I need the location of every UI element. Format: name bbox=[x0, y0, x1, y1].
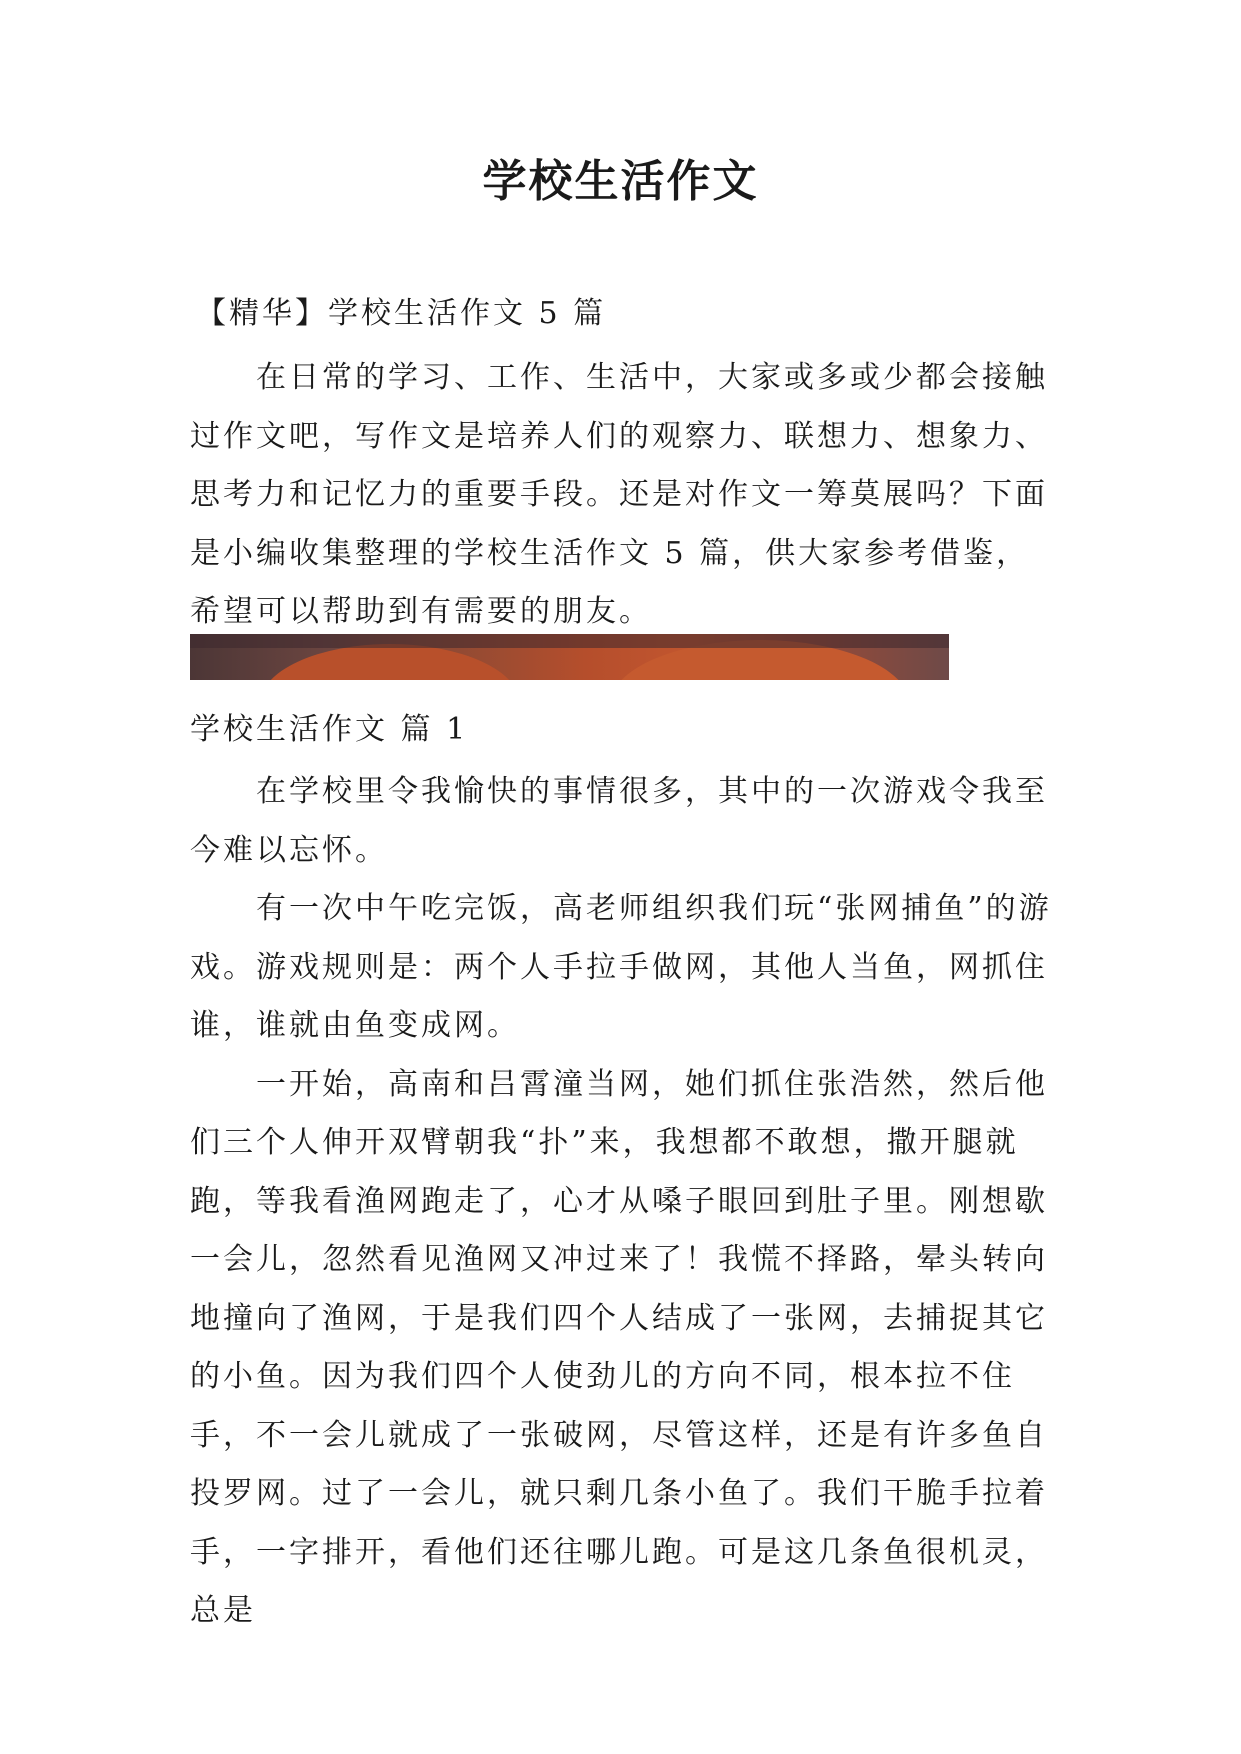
intro-paragraph: 在日常的学习、工作、生活中，大家或多或少都会接触过作文吧，写作文是培养人们的观察力、联想力、想象力、思考力和记忆力的重要手段。还是对作文一筹莫展吗？下面是小编收集整理的学校生活作文 5 篇，供大家参考借鉴，希望可以帮助到有需要的朋友。 bbox=[190, 360, 1048, 629]
photo-shade bbox=[190, 634, 949, 648]
essay-paragraph: 在学校里令我愉快的事情很多，其中的一次游戏令我至今难以忘怀。 bbox=[190, 774, 1048, 868]
photo-shape bbox=[260, 644, 520, 680]
essay-paragraph: 一开始，高南和吕霄潼当网，她们抓住张浩然，然后他们三个人伸开双臂朝我“扑”来，我想都不敢想，撒开腿就跑，等我看渔网跑走了，心才从嗓子眼回到肚子里。刚想歇一会儿，忽然看见渔网又冲过来了！我慌不择路，晕头转向地撞向了渔网，于是我们四个人结成了一张网，去捕捉其它的小鱼。因为我们四个人使劲儿的方向不同，根本拉不住手，不一会儿就成了一张破网，尽管这样，还是有许多鱼自投罗网。过了一会儿，就只剩几条小鱼了。我们干脆手拉着手，一字排开，看他们还往哪儿跑。可是这几条鱼很机灵，总是 bbox=[190, 1066, 1048, 1628]
cropped-photo bbox=[190, 634, 949, 680]
essay-body bbox=[190, 763, 1060, 1641]
essay-paragraph: 有一次中午吃完饭，高老师组织我们玩“张网捕鱼”的游戏。游戏规则是：两个人手拉手做网，其他人当鱼，网抓住谁，谁就由鱼变成网。 bbox=[190, 891, 1052, 1043]
document-subtitle: 【精华】学校生活作文 5 篇 bbox=[196, 296, 607, 331]
document-title: 学校生活作文 bbox=[482, 156, 759, 207]
section-heading: 学校生活作文 篇 1 bbox=[190, 712, 469, 747]
